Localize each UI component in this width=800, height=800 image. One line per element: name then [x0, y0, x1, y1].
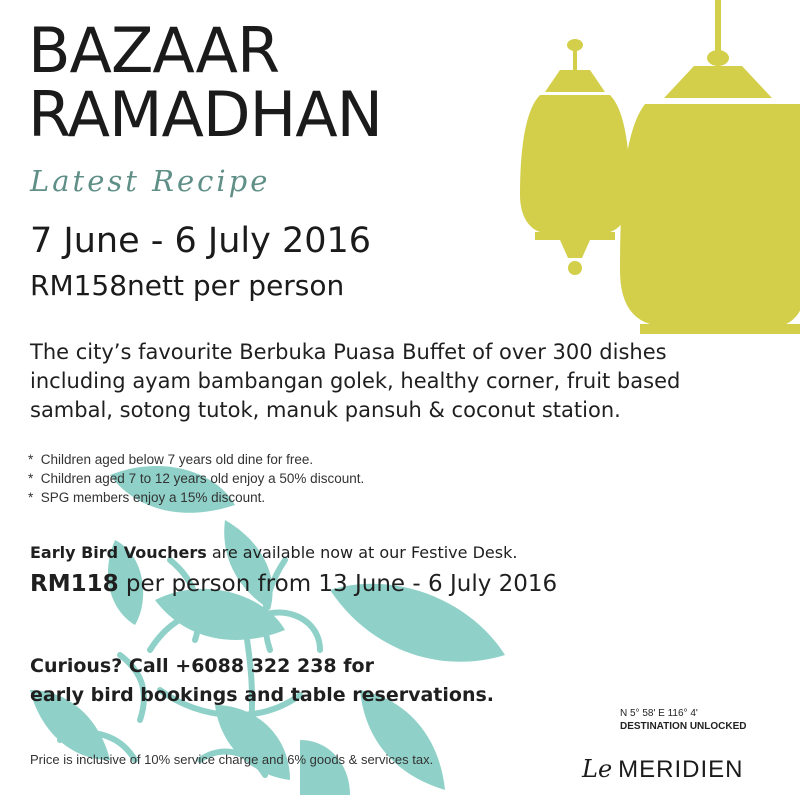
call-line-1: Curious? Call +6088 322 238 for — [30, 655, 374, 677]
buffet-description: The city’s favourite Berbuka Puasa Buffet of over 300 dishes including ayam bambangan golek, healthy corner, fruit based sambal, sotong tutok, manuk pansuh & coconut station. — [30, 340, 681, 422]
early-bird-price-line — [30, 571, 557, 597]
le-meridien-logo — [582, 755, 743, 784]
subtitle-script: Latest Recipe — [30, 164, 271, 198]
destination-tagline: DESTINATION UNLOCKED — [620, 721, 747, 732]
lantern-icon — [520, 39, 630, 275]
early-bird-label: Early Bird Vouchers — [30, 543, 207, 562]
title-line-2: RAMADHAN — [28, 78, 383, 151]
logo-le: Le — [582, 755, 613, 783]
call-line-2: early bird bookings and table reservations. — [30, 684, 495, 706]
discount-notes — [28, 450, 364, 507]
early-bird-line — [30, 543, 517, 562]
early-bird-price: RM118 — [30, 571, 119, 597]
note-item: * Children aged 7 to 12 years old enjoy a 50% discount. — [28, 471, 365, 486]
note-item: * Children aged below 7 years old dine for free. — [28, 452, 314, 467]
early-bird-period: per person from 13 June - 6 July 2016 — [118, 571, 558, 597]
early-bird-text: are available now at our Festive Desk. — [206, 543, 518, 562]
note-item: * SPG members enjoy a 15% discount. — [28, 490, 266, 505]
coordinates: N 5° 58' E 116° 4' — [620, 708, 698, 719]
price-per-person: RM158nett per person — [30, 269, 345, 302]
tax-footnote: Price is inclusive of 10% service charge and 6% goods & services tax. — [30, 752, 434, 767]
event-dates: 7 June - 6 July 2016 — [30, 221, 372, 261]
logo-name: MERIDIEN — [618, 756, 744, 783]
leaf-icon — [300, 740, 350, 795]
title-line-1: BAZAAR — [28, 14, 280, 87]
lantern-icon — [620, 0, 800, 334]
